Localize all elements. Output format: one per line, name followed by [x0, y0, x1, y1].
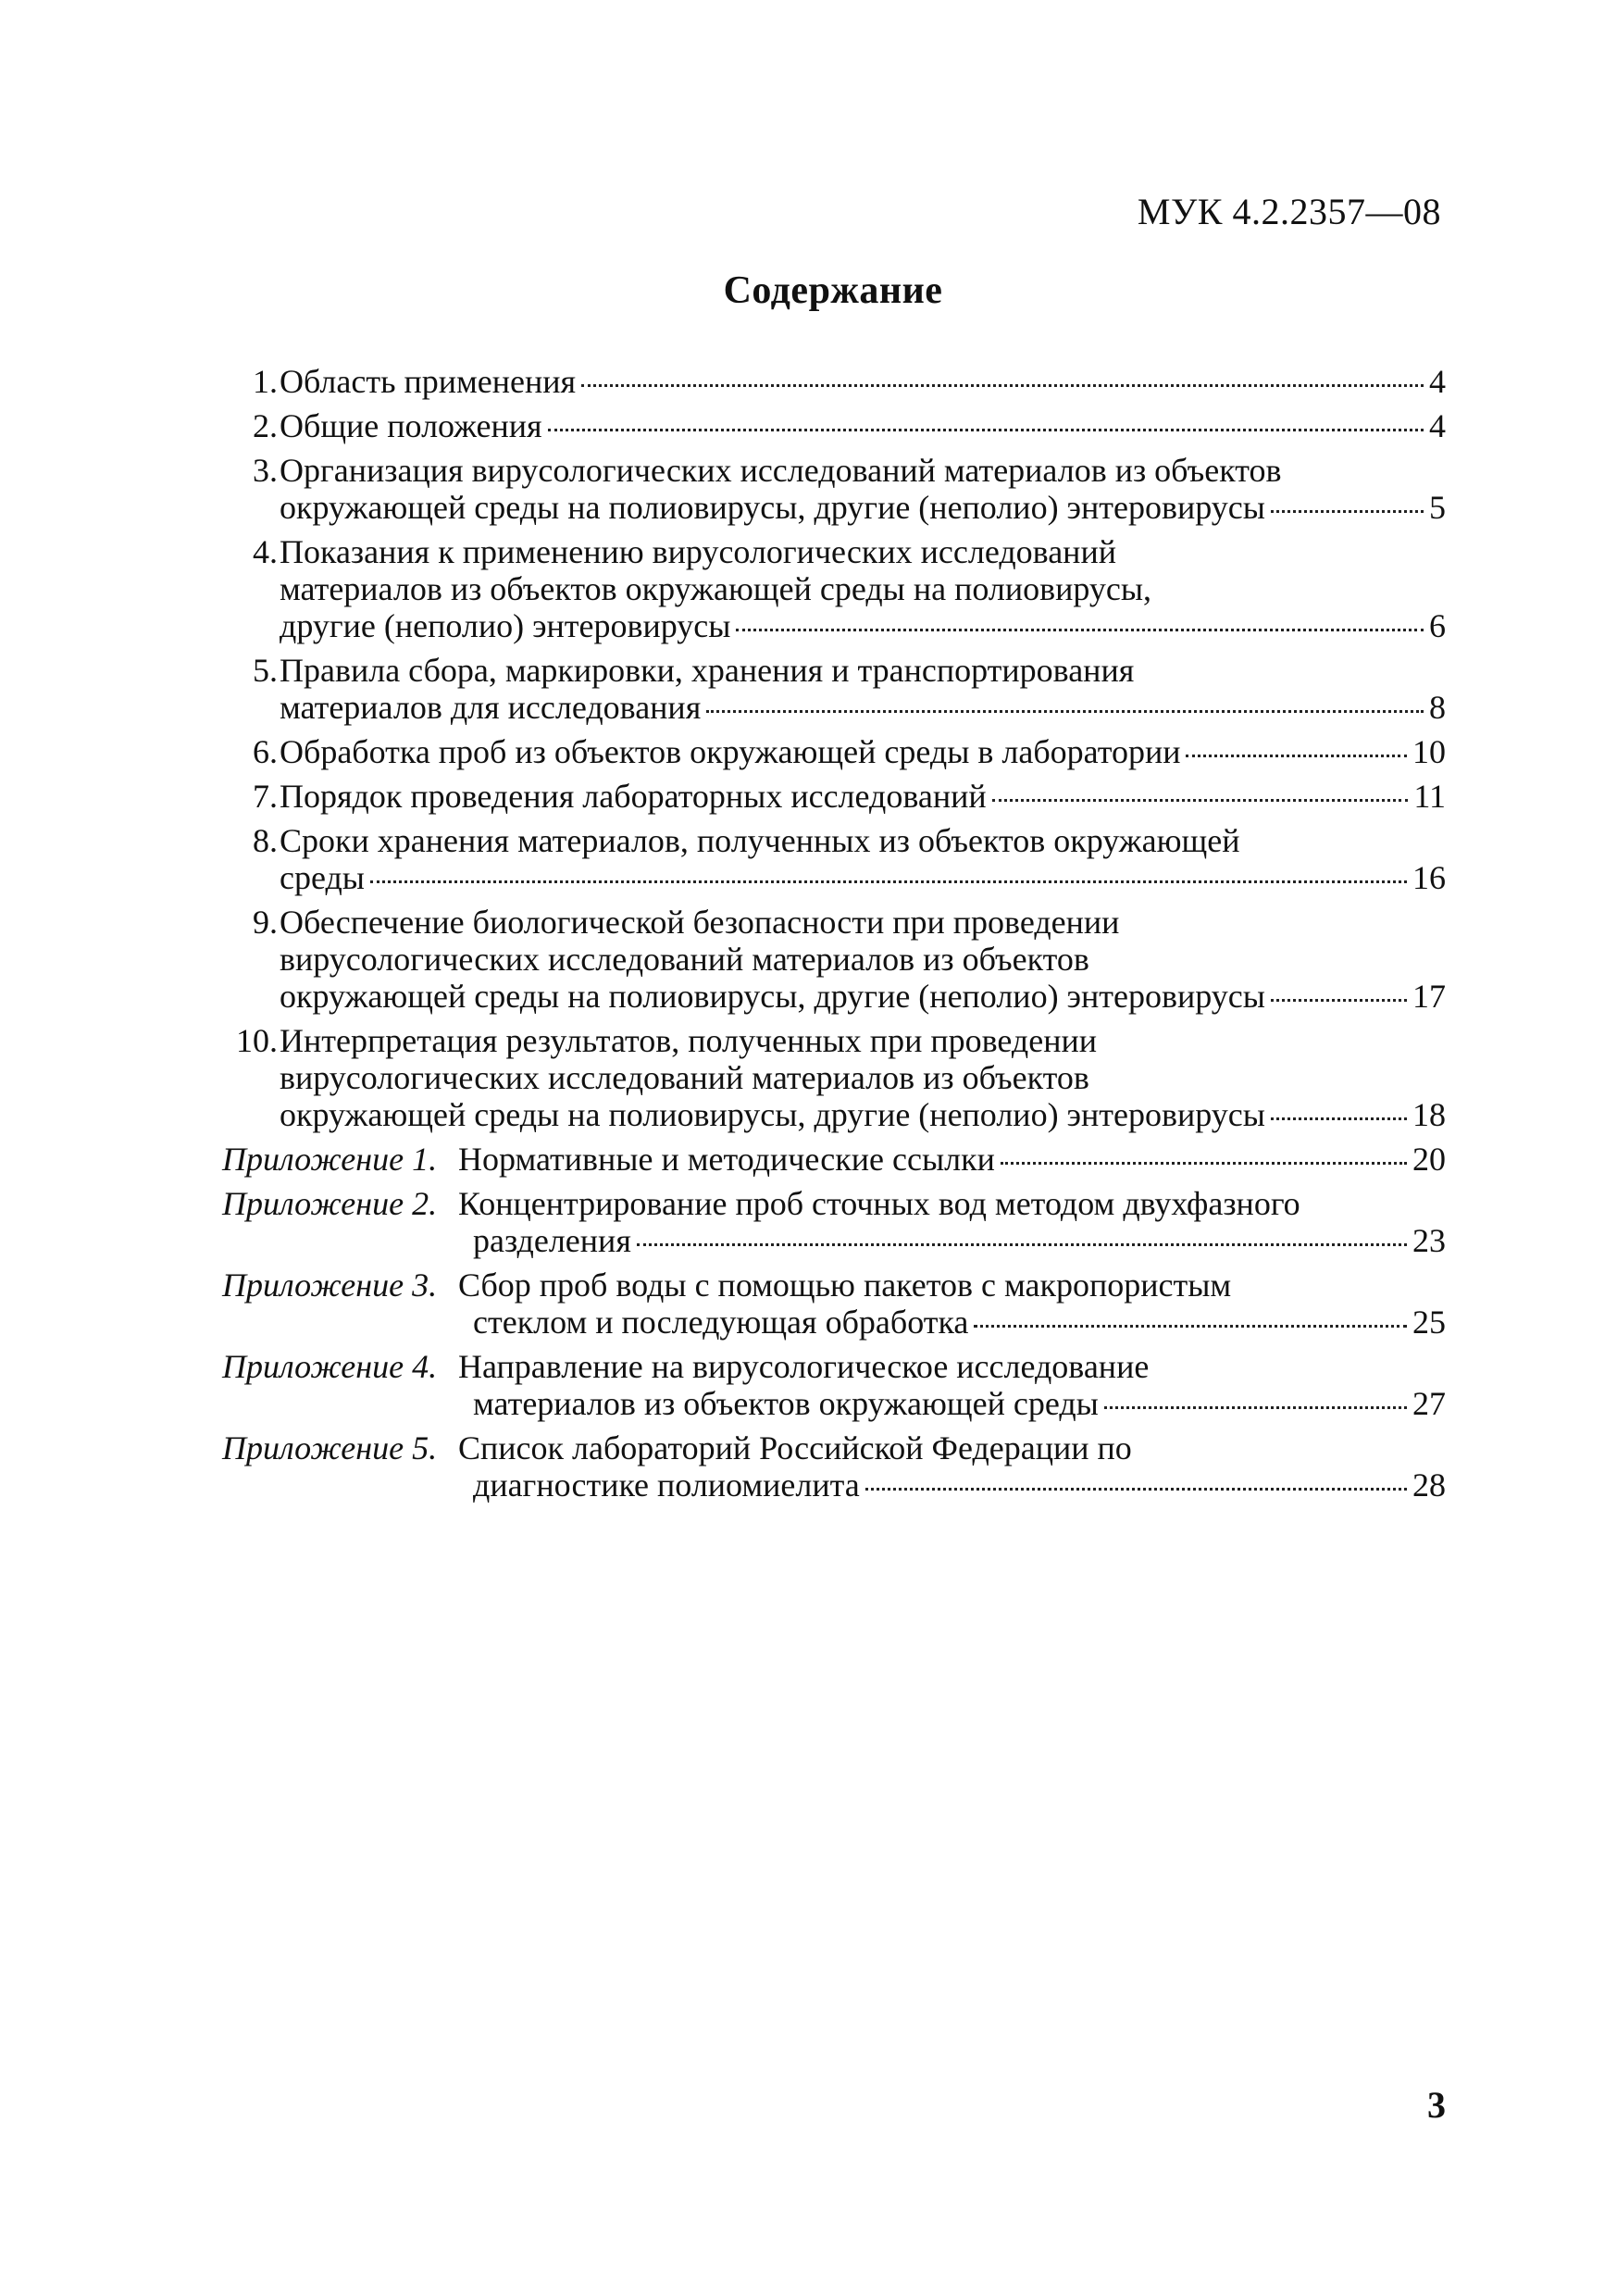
- toc-entry-page: 6: [1429, 607, 1446, 644]
- toc-entry-number: 8.: [253, 822, 278, 859]
- toc-entry: [222, 904, 1446, 1015]
- toc-entry-page: 27: [1412, 1385, 1446, 1422]
- toc-entry-number: 6.: [253, 733, 278, 770]
- toc-leader-dots: [637, 1243, 1407, 1246]
- toc-entry: [222, 533, 1446, 644]
- toc-appendix-label: Приложение 2.: [222, 1185, 438, 1222]
- toc-entry-line: [280, 859, 1446, 896]
- toc-entry-text: Организация вирусологических исследований материалов из объектов: [280, 452, 1282, 489]
- toc-entry-number: 5.: [253, 652, 278, 689]
- toc-entry-text: Концентрирование проб сточных вод методом двухфазного: [458, 1185, 1300, 1222]
- page-number: 3: [1427, 2084, 1446, 2126]
- toc-entry-text: материалов из объектов окружающей среды на полиовирусы,: [280, 570, 1152, 607]
- toc-entry-number: 3.: [253, 452, 278, 489]
- toc-leader-dots: [548, 429, 1424, 431]
- toc-entry-text: среды: [280, 859, 365, 896]
- toc-entry-page: 10: [1412, 733, 1446, 770]
- toc-entry-text: Нормативные и методические ссылки: [458, 1141, 995, 1178]
- toc-entry-number: 7.: [253, 778, 278, 815]
- toc-appendix-label: Приложение 3.: [222, 1267, 438, 1304]
- toc-leader-dots: [1271, 510, 1424, 513]
- toc-entry-line: [280, 1096, 1446, 1133]
- toc-entry-text: Сроки хранения материалов, полученных из объектов окружающей: [280, 822, 1240, 859]
- toc-leader-dots: [1271, 1117, 1407, 1120]
- toc-entry-line: [280, 363, 1446, 400]
- toc-entry-text: Общие положения: [280, 407, 542, 444]
- toc-entry-page: 4: [1429, 363, 1446, 400]
- toc-leader-dots: [1104, 1406, 1407, 1409]
- toc-entry-line: [458, 1385, 1446, 1422]
- toc-entry-line: [280, 733, 1446, 770]
- toc-leader-dots: [1186, 755, 1407, 757]
- toc-entry-text: диагностике полиомиелита: [473, 1466, 860, 1504]
- toc-title: Содержание: [723, 269, 943, 312]
- toc-entry-number: 4.: [253, 533, 278, 570]
- toc-entry-line: [280, 489, 1446, 526]
- toc-entry-number: 2.: [253, 407, 278, 444]
- toc-entry-line: [280, 778, 1446, 815]
- document-code: МУК 4.2.2357—08: [1137, 191, 1441, 232]
- toc-entry: [222, 733, 1446, 770]
- toc-entry-line: [458, 1304, 1446, 1341]
- toc-entry-text: материалов для исследования: [280, 689, 702, 726]
- toc-entry-text: разделения: [473, 1222, 631, 1259]
- toc-leader-dots: [706, 710, 1424, 713]
- toc-entry-text: окружающей среды на полиовирусы, другие (неполио) энтеровирусы: [280, 1096, 1265, 1133]
- toc-entry-text: Интерпретация результатов, полученных при проведении: [280, 1022, 1097, 1059]
- toc-entry: [222, 778, 1446, 815]
- toc-entry-page: 16: [1412, 859, 1446, 896]
- toc-entry-text: Направление на вирусологическое исследование: [458, 1348, 1150, 1385]
- toc-entry: [222, 1022, 1446, 1133]
- toc-entry: [222, 652, 1446, 726]
- toc-appendix-label: Приложение 1.: [222, 1141, 438, 1178]
- toc-entry-text: стеклом и последующая обработка: [473, 1304, 969, 1341]
- table-of-contents: [222, 363, 1446, 1511]
- toc-entry-line: [458, 1466, 1446, 1504]
- toc-entry-text: Сбор проб воды с помощью пакетов с макропористым: [458, 1267, 1232, 1304]
- toc-entry-page: 23: [1412, 1222, 1446, 1259]
- toc-leader-dots: [581, 384, 1424, 387]
- toc-entry-text: вирусологических исследований материалов из объектов: [280, 1059, 1089, 1096]
- toc-entry-text: Обработка проб из объектов окружающей среды в лаборатории: [280, 733, 1181, 770]
- toc-entry: [222, 363, 1446, 400]
- toc-entry-text: Показания к применению вирусологических исследований: [280, 533, 1116, 570]
- toc-entry-page: 28: [1412, 1466, 1446, 1504]
- toc-entry-text: Список лабораторий Российской Федерации по: [458, 1429, 1132, 1466]
- toc-appendix-label: Приложение 4.: [222, 1348, 438, 1385]
- toc-entry-text: вирусологических исследований материалов из объектов: [280, 941, 1089, 978]
- toc-entry-number: 9.: [253, 904, 278, 941]
- toc-appendix-entry: [222, 1267, 1446, 1341]
- toc-appendix-entry: [222, 1185, 1446, 1259]
- toc-appendix-entry: [222, 1141, 1446, 1178]
- toc-entry-line: [280, 407, 1446, 444]
- toc-entry-page: 18: [1412, 1096, 1446, 1133]
- toc-leader-dots: [974, 1325, 1407, 1328]
- toc-entry-page: 20: [1412, 1141, 1446, 1178]
- toc-entry-line: [458, 1141, 1446, 1178]
- toc-entry-number: 1.: [253, 363, 278, 400]
- toc-entry-page: 25: [1412, 1304, 1446, 1341]
- toc-entry-page: 4: [1429, 407, 1446, 444]
- toc-appendix-entry: [222, 1429, 1446, 1504]
- toc-entry-line: [458, 1222, 1446, 1259]
- toc-entry-page: 5: [1429, 489, 1446, 526]
- toc-entry-page: 8: [1429, 689, 1446, 726]
- toc-entry: [222, 452, 1446, 526]
- toc-appendix-label: Приложение 5.: [222, 1429, 438, 1466]
- toc-leader-dots: [370, 880, 1407, 883]
- toc-entry-line: [280, 689, 1446, 726]
- toc-entry-text: другие (неполио) энтеровирусы: [280, 607, 731, 644]
- toc-entry-page: 17: [1412, 978, 1446, 1015]
- toc-entry-text: Порядок проведения лабораторных исследований: [280, 778, 987, 815]
- toc-entry-text: Обеспечение биологической безопасности при проведении: [280, 904, 1120, 941]
- toc-entry: [222, 407, 1446, 444]
- toc-leader-dots: [1271, 999, 1407, 1002]
- toc-entry-text: Область применения: [280, 363, 577, 400]
- toc-leader-dots: [736, 629, 1424, 631]
- toc-entry-page: 11: [1413, 778, 1446, 815]
- toc-entry-text: материалов из объектов окружающей среды: [473, 1385, 1099, 1422]
- toc-leader-dots: [992, 799, 1409, 802]
- toc-entry: [222, 822, 1446, 896]
- toc-entry-line: [280, 607, 1446, 644]
- toc-entry-number: 10.: [236, 1022, 278, 1059]
- toc-entry-text: окружающей среды на полиовирусы, другие (неполио) энтеровирусы: [280, 489, 1265, 526]
- toc-leader-dots: [1001, 1162, 1407, 1165]
- toc-appendix-entry: [222, 1348, 1446, 1422]
- toc-entry-line: [280, 978, 1446, 1015]
- toc-entry-text: Правила сбора, маркировки, хранения и транспортирования: [280, 652, 1135, 689]
- toc-entry-text: окружающей среды на полиовирусы, другие (неполио) энтеровирусы: [280, 978, 1265, 1015]
- toc-leader-dots: [865, 1488, 1407, 1491]
